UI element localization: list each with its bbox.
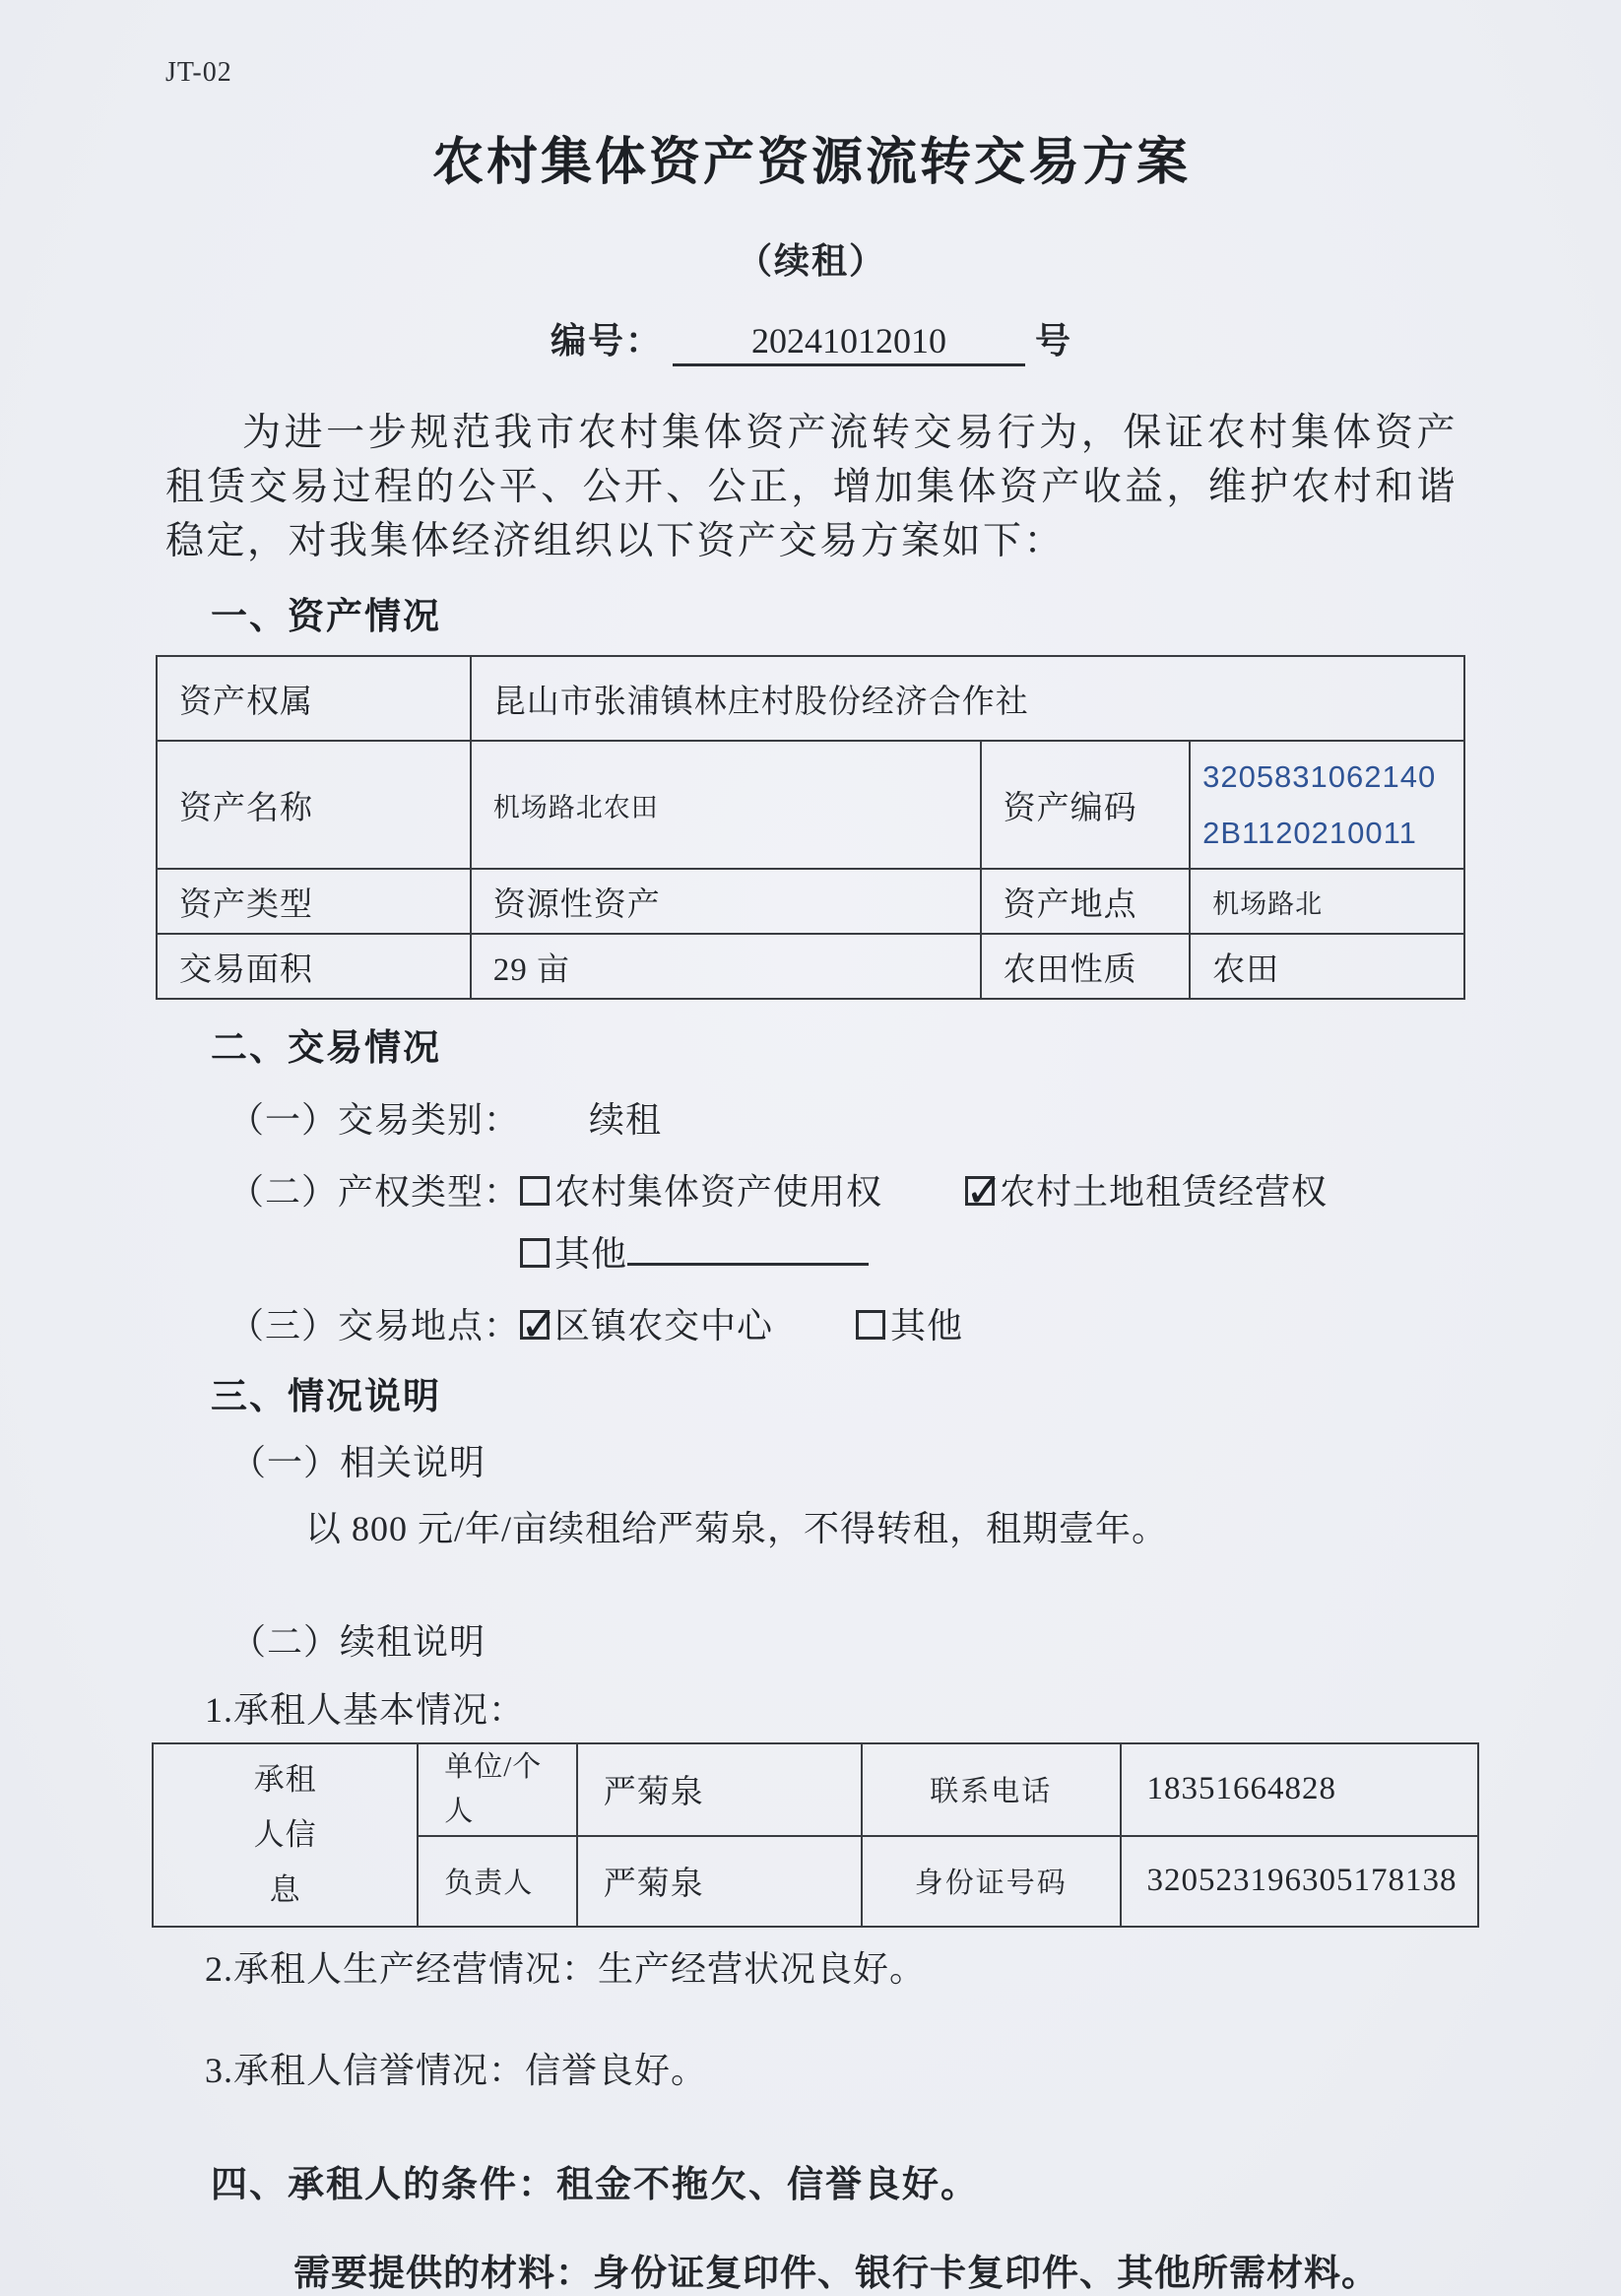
asset-table (156, 655, 1465, 1000)
property-right-option-2 (965, 1172, 1328, 1212)
property-right-line (228, 1164, 1458, 1214)
lessee-credit-status: 3.承租人信誉情况：信誉良好。 (205, 2050, 708, 2090)
asset-table-row-ownership (157, 656, 1464, 741)
lessee-phone-value: 18351664828 (1121, 1743, 1478, 1836)
doc-number-label: 编号： (550, 321, 663, 361)
lessee-responsible-value: 严菊泉 (577, 1836, 862, 1927)
trade-venue-option-1-label: 区镇农交中心 (554, 1306, 774, 1345)
page-subtitle: （续租） (736, 240, 886, 281)
trade-venue-line (228, 1298, 1458, 1348)
checkbox-venue-other-icon (856, 1310, 885, 1340)
asset-name-value: 机场路北农田 (471, 741, 981, 869)
asset-area-value: 29 亩 (471, 934, 981, 999)
property-right-other-line (520, 1226, 1458, 1277)
lessee-info-group-text: 承租人信息 (253, 1762, 317, 1907)
property-right-option-1 (520, 1172, 882, 1212)
lessee-responsible-label: 负责人 (418, 1836, 577, 1927)
asset-table-row-area-nature (157, 934, 1464, 999)
asset-code-line-1: 3205831062140 (1202, 759, 1437, 794)
lessee-info-group-label (153, 1743, 418, 1927)
trade-type-label: （一）交易类别： (228, 1100, 521, 1140)
asset-type-value: 资源性资产 (471, 869, 981, 934)
doc-number-line (165, 313, 1458, 366)
asset-nature-label: 农田性质 (981, 934, 1190, 999)
asset-name-label: 资产名称 (157, 741, 471, 869)
section-4-heading: 四、承租人的条件：租金不拖欠、信誉良好。 (211, 2163, 979, 2204)
trade-venue-option-1 (520, 1306, 773, 1345)
property-right-option-other-label: 其他 (554, 1234, 628, 1274)
checkbox-venue-center-icon (520, 1310, 550, 1340)
lessee-id-value: 320523196305178138 (1121, 1836, 1478, 1927)
lessee-id-label: 身份证号码 (862, 1836, 1120, 1927)
property-right-label: （二）产权类型： (228, 1172, 521, 1212)
checkbox-land-lease-right-icon (965, 1176, 995, 1206)
asset-ownership-label: 资产权属 (157, 656, 471, 741)
trade-venue-option-2-label: 其他 (890, 1306, 964, 1345)
section-3-heading: 三、情况说明 (211, 1376, 441, 1416)
asset-table-row-type-location (157, 869, 1464, 934)
lessee-basic-info-heading: 1.承租人基本情况： (205, 1690, 526, 1730)
lessee-table-row-1 (153, 1743, 1478, 1836)
page-title: 农村集体资产资源流转交易方案 (431, 134, 1191, 191)
checkbox-asset-use-right-icon (520, 1176, 550, 1206)
asset-code-value (1190, 741, 1464, 869)
property-right-option-1-label: 农村集体资产使用权 (554, 1172, 883, 1212)
lessee-phone-label: 联系电话 (862, 1743, 1120, 1836)
asset-ownership-value: 昆山市张浦镇林庄村股份经济合作社 (471, 656, 1464, 741)
asset-code-line-2: 2B1120210011 (1202, 816, 1417, 850)
asset-nature-value: 农田 (1190, 934, 1464, 999)
trade-type-value: 续租 (589, 1100, 663, 1140)
related-notes-text: 以 800 元/年/亩续租给严菊泉，不得转租，租期壹年。 (305, 1509, 1169, 1548)
property-right-option-2-label: 农村土地租赁经营权 (1000, 1172, 1329, 1212)
form-code: JT-02 (165, 57, 232, 88)
lessee-table (152, 1742, 1479, 1928)
property-right-option-other (520, 1234, 869, 1274)
asset-type-label: 资产类型 (157, 869, 471, 934)
renewal-notes-heading: （二）续租说明 (230, 1622, 486, 1662)
asset-location-label: 资产地点 (981, 869, 1190, 934)
checkbox-property-other-icon (520, 1238, 550, 1268)
section-2-heading: 二、交易情况 (211, 1027, 441, 1068)
intro-paragraph: 为进一步规范我市农村集体资产流转交易行为，保证农村集体资产租赁交易过程的公平、公开、公正，增加集体资产收益，维护农村和谐稳定，对我集体经济组织以下资产交易方案如下： (165, 412, 1458, 562)
lessee-entity-label (418, 1743, 577, 1836)
asset-location-value: 机场路北 (1190, 869, 1464, 934)
required-materials: 需要提供的材料：身份证复印件、银行卡复印件、其他所需材料。 (293, 2252, 1379, 2293)
trade-venue-label: （三）交易地点： (228, 1306, 521, 1345)
lessee-entity-label-text: 单位/个人 (444, 1751, 543, 1827)
blank-underline (627, 1227, 869, 1266)
lessee-business-status: 2.承租人生产经营情况：生产经营状况良好。 (205, 1948, 927, 1989)
asset-code-label: 资产编码 (981, 741, 1190, 869)
asset-table-row-name-code (157, 741, 1464, 869)
doc-number-value: 20241012010 (673, 320, 1025, 366)
asset-area-label: 交易面积 (157, 934, 471, 999)
lessee-entity-value: 严菊泉 (577, 1743, 862, 1836)
doc-number-suffix: 号 (1035, 321, 1073, 361)
trade-venue-option-2 (856, 1306, 963, 1345)
trade-type-line (228, 1092, 1458, 1143)
related-notes-heading: （一）相关说明 (230, 1443, 486, 1482)
section-1-heading: 一、资产情况 (211, 596, 441, 636)
